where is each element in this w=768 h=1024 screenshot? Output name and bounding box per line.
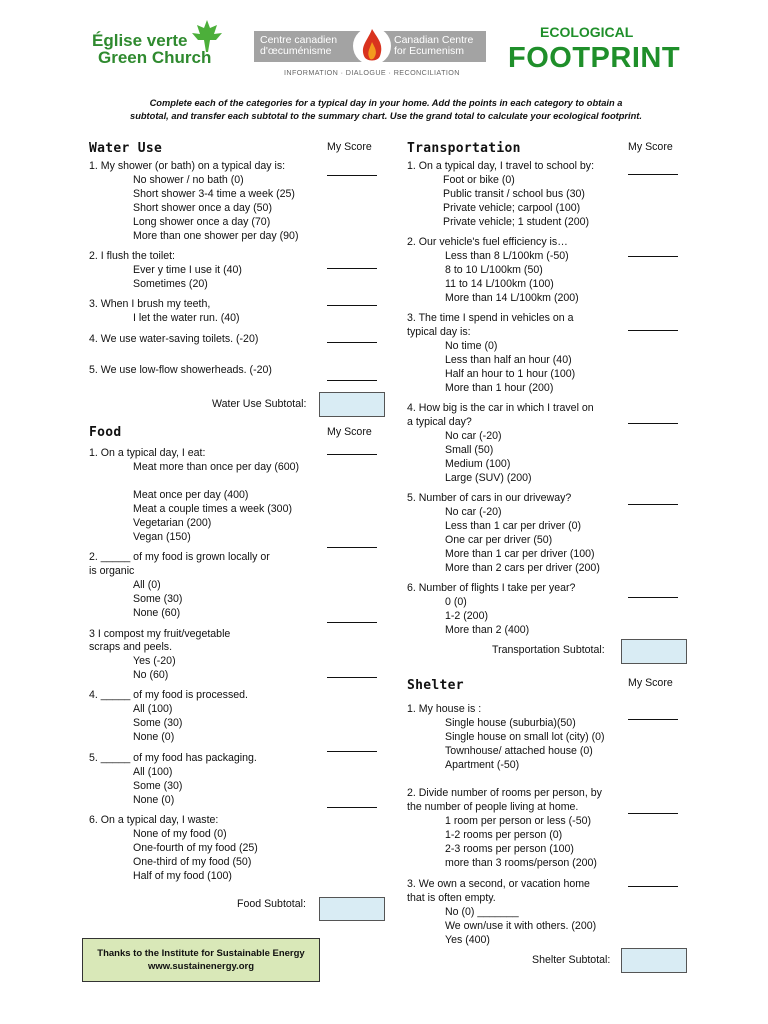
transport-q2-opt: Less than 8 L/100km (-50) [445,250,569,262]
food-q4-score-field[interactable] [327,677,377,678]
logo2-tagline: INFORMATION · DIALOGUE · RECONCILIATION [284,68,460,77]
food-q2: 2. _____ of my food is grown locally or [89,551,270,563]
shelter-my-score: My Score [628,677,673,689]
food-q3-opt: No (60) [133,669,169,681]
water-q1-opt: No shower / no bath (0) [133,174,244,186]
transport-my-score: My Score [628,141,673,153]
food-q5-opt: All (100) [133,766,173,778]
logo-text-1: Église verte [92,31,188,50]
transport-q2-score-field[interactable] [628,256,678,257]
shelter-q2: 2. Divide number of rooms per person, by [407,787,602,799]
transport-q5-opt: Less than 1 car per driver (0) [445,520,582,532]
transport-q2-opt: 8 to 10 L/100km (50) [445,264,543,276]
logo2-right-1: Canadian Centre [394,34,474,46]
transport-q1-opt: Foot or bike (0) [443,174,515,186]
shelter-q3-opt: We own/use it with others. (200) [445,920,597,932]
shelter-q3-opt: Yes (400) [445,934,490,946]
shelter-q2-opt: more than 3 rooms/person (200) [445,857,597,869]
logo2-left-1: Centre canadien [260,34,338,46]
shelter-q2-opt: 2-3 rooms per person (100) [445,843,574,855]
food-q2-opt: Some (30) [133,593,183,605]
transport-q3-opt: Half an hour to 1 hour (100) [445,368,576,380]
food-my-score: My Score [327,426,372,438]
transport-q3-cont: typical day is: [407,326,471,338]
transport-q4: 4. How big is the car in which I travel on [407,402,594,414]
food-q1-opt: Meat more than once per day (600) [133,461,300,473]
transportation-heading: Transportation [407,141,521,156]
logo2-left-2: d'œcuménisme [260,45,332,57]
water-q1-opt: More than one shower per day (90) [133,230,299,242]
food-q1-score-field[interactable] [327,454,377,455]
shelter-q1: 1. My house is : [407,703,482,715]
shelter-q2-opt: 1 room per person or less (-50) [445,815,592,827]
food-q6-opt: Half of my food (100) [133,870,232,882]
thanks-link[interactable]: www.sustainenergy.org [147,961,255,972]
transport-q3-opt: No time (0) [445,340,498,352]
shelter-q2-score-field[interactable] [628,813,678,814]
instructions-line-1: Complete each of the categories for a typical day in your home. Add the points in each category to obtain a [149,98,623,108]
transport-q5-opt: More than 2 cars per driver (200) [445,562,600,574]
transport-q5: 5. Number of cars in our driveway? [407,492,572,504]
food-q5-opt: None (0) [133,794,175,806]
shelter-q3: 3. We own a second, or vacation home [407,878,590,890]
food-q2-score-field[interactable] [327,547,377,548]
food-q1-opt: Meat a couple times a week (300) [133,503,292,515]
food-q6-score-field[interactable] [327,807,377,808]
water-subtotal-label: Water Use Subtotal: [212,398,307,410]
transport-q1-opt: Public transit / school bus (30) [443,188,585,200]
water-subtotal-box[interactable] [319,392,385,417]
water-my-score: My Score [327,141,372,153]
food-q4: 4. _____ of my food is processed. [89,689,248,701]
transport-q3-opt: Less than half an hour (40) [445,354,572,366]
water-use-heading: Water Use [89,141,163,156]
food-subtotal-box[interactable] [319,897,385,921]
transport-q3-score-field[interactable] [628,330,678,331]
shelter-q3-score-field[interactable] [628,886,678,887]
transport-subtotal-box[interactable] [621,639,687,664]
water-q3: 3. When I brush my teeth, [89,298,211,310]
shelter-q1-opt: Single house (suburbia)(50) [445,717,576,729]
food-q6: 6. On a typical day, I waste: [89,814,219,826]
food-q1-opt: Meat once per day (400) [133,489,249,501]
food-q2-opt: All (0) [133,579,161,591]
transport-q2: 2. Our vehicle's fuel efficiency is… [407,236,568,248]
food-q4-opt: All (100) [133,703,173,715]
water-q5: 5. We use low-flow showerheads. (-20) [89,364,272,376]
transport-q6-opt: More than 2 (400) [445,624,530,636]
title-ecological: ECOLOGICAL [540,24,634,40]
food-q5: 5. _____ of my food has packaging. [89,752,257,764]
logo-text-2: Green Church [98,48,212,67]
water-q2-opt: Ever y time I use it (40) [133,264,242,276]
water-q4-score-field[interactable] [327,342,377,343]
shelter-q2-cont: the number of people living at home. [407,801,579,813]
transport-subtotal-label: Transportation Subtotal: [492,644,605,656]
transport-q5-opt: One car per driver (50) [445,534,553,546]
water-q1-opt: Short shower once a day (50) [133,202,272,214]
water-q1-score-field[interactable] [327,175,377,176]
transport-q1-score-field[interactable] [628,174,678,175]
transport-q4-cont: a typical day? [407,416,472,428]
transport-q4-opt: Small (50) [445,444,494,456]
food-q3-score-field[interactable] [327,622,377,623]
shelter-subtotal-label: Shelter Subtotal: [532,954,611,966]
transport-q2-opt: 11 to 14 L/100km (100) [445,278,554,290]
logo2-right-2: for Ecumenism [394,45,465,57]
transport-q1-opt: Private vehicle; carpool (100) [443,202,581,214]
food-q2-cont: is organic [89,565,135,577]
food-q3-opt: Yes (-20) [133,655,176,667]
transport-q3-opt: More than 1 hour (200) [445,382,554,394]
transport-q6-opt: 1-2 (200) [445,610,488,622]
shelter-q2-opt: 1-2 rooms per person (0) [445,829,563,841]
food-subtotal-label: Food Subtotal: [237,898,306,910]
water-q5-score-field[interactable] [327,380,377,381]
shelter-q1-opt: Single house on small lot (city) (0) [445,731,605,743]
shelter-q1-opt: Townhouse/ attached house (0) [445,745,593,757]
food-q1-opt: Vegetarian (200) [133,517,212,529]
shelter-subtotal-box[interactable] [621,948,687,973]
shelter-q1-opt: Apartment (-50) [445,759,520,771]
food-q4-opt: None (0) [133,731,175,743]
food-q3-cont: scraps and peels. [89,641,173,653]
transport-q1-opt: Private vehicle; 1 student (200) [443,216,590,228]
transport-q3: 3. The time I spend in vehicles on a [407,312,574,324]
transport-q5-score-field[interactable] [628,504,678,505]
water-q4: 4. We use water-saving toilets. (-20) [89,333,259,345]
water-q1-opt: Short shower 3-4 time a week (25) [133,188,295,200]
food-q6-opt: One-third of my food (50) [133,856,252,868]
water-q3-opt: I let the water run. (40) [133,312,240,324]
transport-q6: 6. Number of flights I take per year? [407,582,576,594]
maple-leaf-icon [190,18,224,54]
transport-q1: 1. On a typical day, I travel to school by: [407,160,595,172]
transport-q4-opt: Large (SUV) (200) [445,472,532,484]
food-q1-opt: Vegan (150) [133,531,191,543]
food-q4-opt: Some (30) [133,717,183,729]
shelter-q3-opt: No (0) _______ [445,906,519,918]
water-q2-opt: Sometimes (20) [133,278,208,290]
water-q1: 1. My shower (or bath) on a typical day is: [89,160,286,172]
water-q3-score-field[interactable] [327,305,377,306]
water-q1-opt: Long shower once a day (70) [133,216,271,228]
transport-q2-opt: More than 14 L/100km (200) [445,292,579,304]
transport-q4-score-field[interactable] [628,423,678,424]
food-q6-opt: None of my food (0) [133,828,227,840]
food-q2-opt: None (60) [133,607,181,619]
shelter-q1-score-field[interactable] [628,719,678,720]
transport-q5-opt: More than 1 car per driver (100) [445,548,595,560]
food-heading: Food [89,425,122,440]
shelter-q3-cont: that is often empty. [407,892,496,904]
food-q5-score-field[interactable] [327,751,377,752]
food-q5-opt: Some (30) [133,780,183,792]
transport-q4-opt: No car (-20) [445,430,502,442]
transport-q4-opt: Medium (100) [445,458,511,470]
flame-icon [352,24,392,68]
water-q2-score-field[interactable] [327,268,377,269]
transport-q6-score-field[interactable] [628,597,678,598]
transport-q6-opt: 0 (0) [445,596,467,608]
transport-q5-opt: No car (-20) [445,506,502,518]
instructions-line-2: subtotal, and transfer each subtotal to the summary chart. Use the grand total to calculate your ecological footprint. [130,110,642,121]
food-q1: 1. On a typical day, I eat: [89,447,206,459]
thanks-line-1: Thanks to the Institute for Sustainable Energy [97,948,305,959]
food-q3: 3 I compost my fruit/vegetable [89,628,231,640]
thanks-box [82,938,320,982]
instructions [98,97,674,122]
title-footprint: FOOTPRINT [508,42,681,74]
water-q2: 2. I flush the toilet: [89,250,175,262]
food-q6-opt: One-fourth of my food (25) [133,842,258,854]
shelter-heading: Shelter [407,678,464,693]
